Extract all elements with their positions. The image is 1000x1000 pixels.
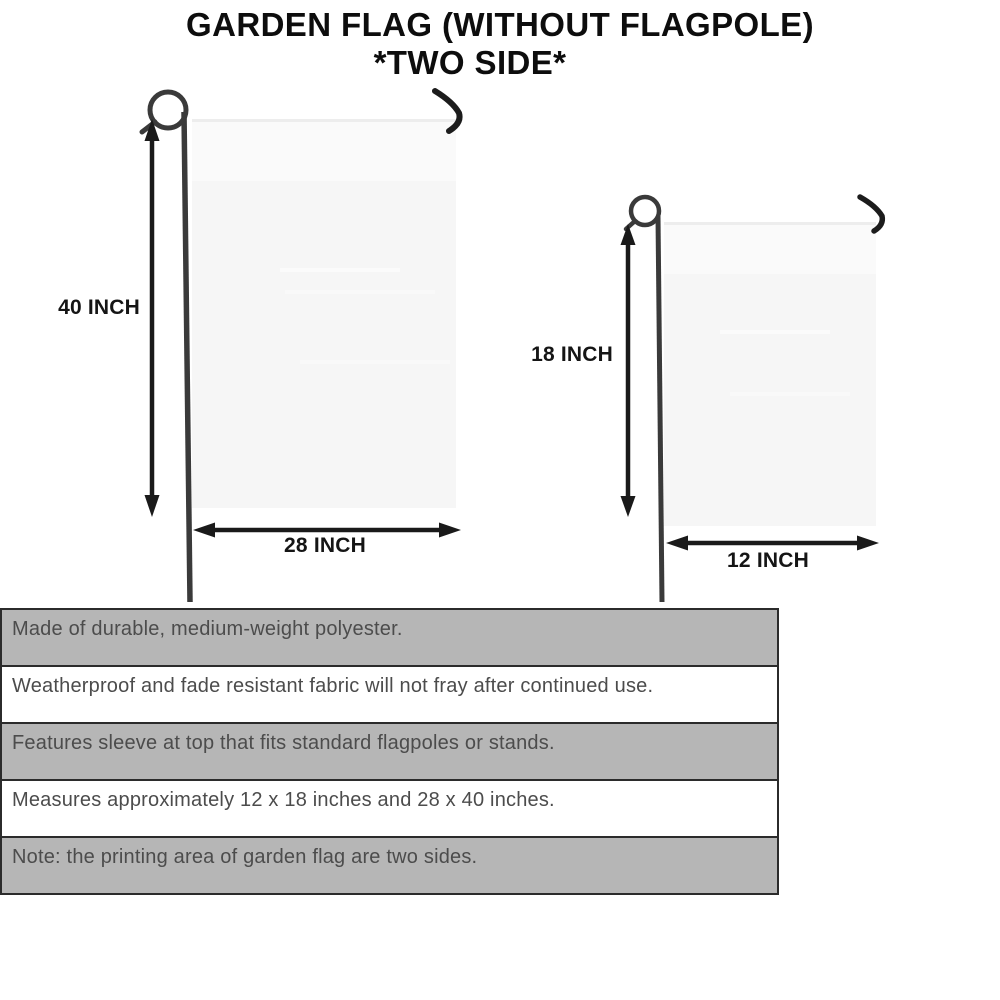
small-height-arrow <box>621 224 636 517</box>
feature-text: Weatherproof and fade resistant fabric will not fray after continued use. <box>12 675 654 697</box>
page-title: GARDEN FLAG (WITHOUT FLAGPOLE) <box>186 6 814 43</box>
feature-row-measures <box>0 779 779 838</box>
large-flag-sleeve <box>192 119 456 181</box>
page-subtitle: *TWO SIDE* <box>373 44 567 81</box>
small-flag-group <box>621 197 883 602</box>
small-flagpole <box>658 216 662 602</box>
feature-text: Features sleeve at top that fits standard flagpoles or stands. <box>12 732 555 754</box>
small-flag-width-label: 12 INCH <box>727 549 809 572</box>
large-flag-height-label: 40 INCH <box>58 296 140 319</box>
feature-list <box>0 608 779 895</box>
feature-row-material <box>0 608 779 667</box>
large-height-arrow <box>145 119 160 517</box>
large-flag-width-label: 28 INCH <box>284 534 366 557</box>
large-flag-group <box>142 91 461 602</box>
feature-text: Note: the printing area of garden flag are two sides. <box>12 846 478 868</box>
small-flag-sleeve <box>664 222 876 274</box>
feature-text: Measures approximately 12 x 18 inches and 28 x 40 inches. <box>12 789 555 811</box>
large-flagpole <box>184 112 190 602</box>
feature-row-note <box>0 836 779 895</box>
feature-text: Made of durable, medium-weight polyester. <box>12 618 403 640</box>
feature-row-sleeve <box>0 722 779 781</box>
feature-row-weatherproof <box>0 665 779 724</box>
small-flag-height-label: 18 INCH <box>531 343 613 366</box>
